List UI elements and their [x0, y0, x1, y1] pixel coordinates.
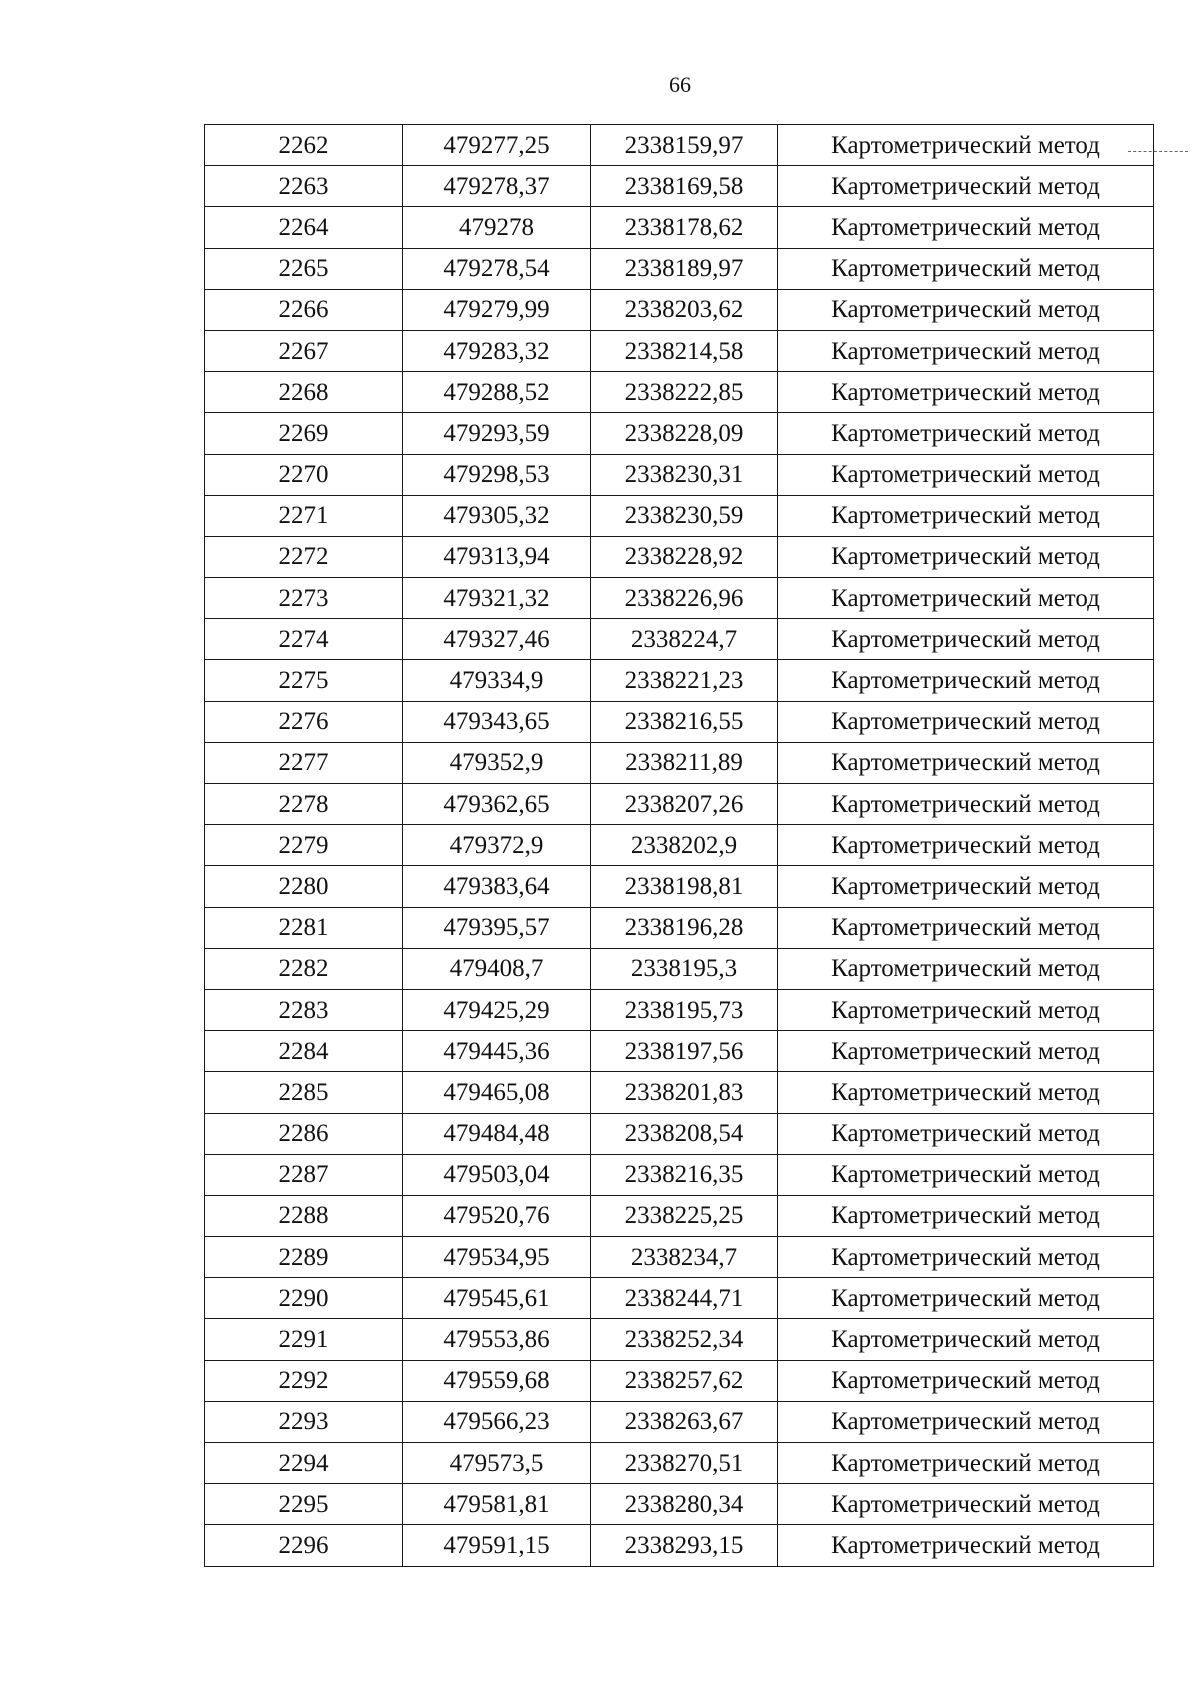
- y-coordinate-cell: 2338208,54: [591, 1113, 778, 1154]
- x-coordinate-cell: 479278: [403, 207, 591, 248]
- y-coordinate-cell: 2338216,35: [591, 1154, 778, 1195]
- x-coordinate-cell: 479278,37: [403, 166, 591, 207]
- table-row: [205, 1443, 1154, 1484]
- x-coordinate-cell: 479305,32: [403, 495, 591, 536]
- x-coordinate-cell: 479293,59: [403, 413, 591, 454]
- y-coordinate-cell: 2338159,97: [591, 125, 778, 166]
- point-number-cell: 2288: [205, 1195, 403, 1236]
- method-cell: Картометрический метод: [778, 1113, 1154, 1154]
- x-coordinate-cell: 479313,94: [403, 536, 591, 577]
- x-coordinate-cell: 479362,65: [403, 784, 591, 825]
- table-row: [205, 619, 1154, 660]
- table-row: [205, 454, 1154, 495]
- table-row: [205, 166, 1154, 207]
- x-coordinate-cell: 479321,32: [403, 578, 591, 619]
- x-coordinate-cell: 479534,95: [403, 1237, 591, 1278]
- table-row: [205, 330, 1154, 371]
- x-coordinate-cell: 479545,61: [403, 1278, 591, 1319]
- coordinates-table-body: [205, 125, 1154, 1567]
- method-cell: Картометрический метод: [778, 413, 1154, 454]
- y-coordinate-cell: 2338169,58: [591, 166, 778, 207]
- y-coordinate-cell: 2338178,62: [591, 207, 778, 248]
- point-number-cell: 2293: [205, 1401, 403, 1442]
- point-number-cell: 2291: [205, 1319, 403, 1360]
- point-number-cell: 2290: [205, 1278, 403, 1319]
- table-row: [205, 289, 1154, 330]
- point-number-cell: 2284: [205, 1031, 403, 1072]
- y-coordinate-cell: 2338280,34: [591, 1484, 778, 1525]
- method-cell: Картометрический метод: [778, 1237, 1154, 1278]
- x-coordinate-cell: 479465,08: [403, 1072, 591, 1113]
- table-row: [205, 125, 1154, 166]
- y-coordinate-cell: 2338196,28: [591, 907, 778, 948]
- x-coordinate-cell: 479298,53: [403, 454, 591, 495]
- point-number-cell: 2268: [205, 372, 403, 413]
- table-row: [205, 784, 1154, 825]
- y-coordinate-cell: 2338228,92: [591, 536, 778, 577]
- x-coordinate-cell: 479334,9: [403, 660, 591, 701]
- point-number-cell: 2295: [205, 1484, 403, 1525]
- method-cell: Картометрический метод: [778, 248, 1154, 289]
- x-coordinate-cell: 479352,9: [403, 742, 591, 783]
- method-cell: Картометрический метод: [778, 1195, 1154, 1236]
- method-cell: Картометрический метод: [778, 1154, 1154, 1195]
- table-row: [205, 742, 1154, 783]
- method-cell: Картометрический метод: [778, 660, 1154, 701]
- table-row: [205, 1525, 1154, 1566]
- y-coordinate-cell: 2338195,73: [591, 989, 778, 1030]
- method-cell: Картометрический метод: [778, 166, 1154, 207]
- x-coordinate-cell: 479288,52: [403, 372, 591, 413]
- x-coordinate-cell: 479445,36: [403, 1031, 591, 1072]
- x-coordinate-cell: 479520,76: [403, 1195, 591, 1236]
- method-cell: Картометрический метод: [778, 1525, 1154, 1566]
- table-row: [205, 1319, 1154, 1360]
- table-row: [205, 660, 1154, 701]
- table-row: [205, 1072, 1154, 1113]
- table-row: [205, 1031, 1154, 1072]
- point-number-cell: 2278: [205, 784, 403, 825]
- x-coordinate-cell: 479581,81: [403, 1484, 591, 1525]
- y-coordinate-cell: 2338214,58: [591, 330, 778, 371]
- point-number-cell: 2267: [205, 330, 403, 371]
- point-number-cell: 2270: [205, 454, 403, 495]
- y-coordinate-cell: 2338207,26: [591, 784, 778, 825]
- method-cell: Картометрический метод: [778, 907, 1154, 948]
- point-number-cell: 2276: [205, 701, 403, 742]
- table-row: [205, 207, 1154, 248]
- x-coordinate-cell: 479566,23: [403, 1401, 591, 1442]
- point-number-cell: 2269: [205, 413, 403, 454]
- table-row: [205, 825, 1154, 866]
- point-number-cell: 2273: [205, 578, 403, 619]
- y-coordinate-cell: 2338195,3: [591, 948, 778, 989]
- y-coordinate-cell: 2338244,71: [591, 1278, 778, 1319]
- x-coordinate-cell: 479591,15: [403, 1525, 591, 1566]
- method-cell: Картометрический метод: [778, 701, 1154, 742]
- table-row: [205, 536, 1154, 577]
- table-row: [205, 1237, 1154, 1278]
- table-row: [205, 701, 1154, 742]
- table-row: [205, 989, 1154, 1030]
- point-number-cell: 2263: [205, 166, 403, 207]
- point-number-cell: 2277: [205, 742, 403, 783]
- y-coordinate-cell: 2338293,15: [591, 1525, 778, 1566]
- x-coordinate-cell: 479553,86: [403, 1319, 591, 1360]
- point-number-cell: 2275: [205, 660, 403, 701]
- point-number-cell: 2289: [205, 1237, 403, 1278]
- point-number-cell: 2271: [205, 495, 403, 536]
- y-coordinate-cell: 2338263,67: [591, 1401, 778, 1442]
- method-cell: Картометрический метод: [778, 454, 1154, 495]
- x-coordinate-cell: 479573,5: [403, 1443, 591, 1484]
- y-coordinate-cell: 2338252,34: [591, 1319, 778, 1360]
- method-cell: Картометрический метод: [778, 125, 1154, 166]
- table-row: [205, 907, 1154, 948]
- method-cell: Картометрический метод: [778, 330, 1154, 371]
- x-coordinate-cell: 479278,54: [403, 248, 591, 289]
- point-number-cell: 2294: [205, 1443, 403, 1484]
- method-cell: Картометрический метод: [778, 784, 1154, 825]
- coordinates-table: [204, 124, 1154, 1567]
- x-coordinate-cell: 479327,46: [403, 619, 591, 660]
- y-coordinate-cell: 2338198,81: [591, 866, 778, 907]
- point-number-cell: 2264: [205, 207, 403, 248]
- table-row: [205, 866, 1154, 907]
- x-coordinate-cell: 479484,48: [403, 1113, 591, 1154]
- point-number-cell: 2281: [205, 907, 403, 948]
- point-number-cell: 2265: [205, 248, 403, 289]
- method-cell: Картометрический метод: [778, 372, 1154, 413]
- point-number-cell: 2292: [205, 1360, 403, 1401]
- point-number-cell: 2283: [205, 989, 403, 1030]
- table-row: [205, 1360, 1154, 1401]
- method-cell: Картометрический метод: [778, 742, 1154, 783]
- table-row: [205, 372, 1154, 413]
- method-cell: Картометрический метод: [778, 536, 1154, 577]
- y-coordinate-cell: 2338226,96: [591, 578, 778, 619]
- method-cell: Картометрический метод: [778, 1031, 1154, 1072]
- method-cell: Картометрический метод: [778, 495, 1154, 536]
- y-coordinate-cell: 2338230,31: [591, 454, 778, 495]
- y-coordinate-cell: 2338216,55: [591, 701, 778, 742]
- method-cell: Картометрический метод: [778, 1319, 1154, 1360]
- y-coordinate-cell: 2338257,62: [591, 1360, 778, 1401]
- y-coordinate-cell: 2338211,89: [591, 742, 778, 783]
- method-cell: Картометрический метод: [778, 1443, 1154, 1484]
- y-coordinate-cell: 2338228,09: [591, 413, 778, 454]
- y-coordinate-cell: 2338202,9: [591, 825, 778, 866]
- y-coordinate-cell: 2338189,97: [591, 248, 778, 289]
- x-coordinate-cell: 479279,99: [403, 289, 591, 330]
- y-coordinate-cell: 2338197,56: [591, 1031, 778, 1072]
- x-coordinate-cell: 479503,04: [403, 1154, 591, 1195]
- table-row: [205, 1401, 1154, 1442]
- table-row: [205, 1113, 1154, 1154]
- table-row: [205, 1154, 1154, 1195]
- method-cell: Картометрический метод: [778, 825, 1154, 866]
- point-number-cell: 2272: [205, 536, 403, 577]
- point-number-cell: 2286: [205, 1113, 403, 1154]
- method-cell: Картометрический метод: [778, 989, 1154, 1030]
- x-coordinate-cell: 479425,29: [403, 989, 591, 1030]
- x-coordinate-cell: 479372,9: [403, 825, 591, 866]
- page-number: 66: [669, 72, 691, 97]
- method-cell: Картометрический метод: [778, 1484, 1154, 1525]
- point-number-cell: 2285: [205, 1072, 403, 1113]
- method-cell: Картометрический метод: [778, 1360, 1154, 1401]
- method-cell: Картометрический метод: [778, 1401, 1154, 1442]
- table-row: [205, 1278, 1154, 1319]
- point-number-cell: 2296: [205, 1525, 403, 1566]
- y-coordinate-cell: 2338224,7: [591, 619, 778, 660]
- method-cell: Картометрический метод: [778, 207, 1154, 248]
- method-cell: Картометрический метод: [778, 619, 1154, 660]
- x-coordinate-cell: 479277,25: [403, 125, 591, 166]
- y-coordinate-cell: 2338221,23: [591, 660, 778, 701]
- y-coordinate-cell: 2338225,25: [591, 1195, 778, 1236]
- y-coordinate-cell: 2338230,59: [591, 495, 778, 536]
- table-row: [205, 1484, 1154, 1525]
- point-number-cell: 2266: [205, 289, 403, 330]
- point-number-cell: 2287: [205, 1154, 403, 1195]
- point-number-cell: 2282: [205, 948, 403, 989]
- x-coordinate-cell: 479283,32: [403, 330, 591, 371]
- x-coordinate-cell: 479343,65: [403, 701, 591, 742]
- table-row: [205, 948, 1154, 989]
- x-coordinate-cell: 479408,7: [403, 948, 591, 989]
- method-cell: Картометрический метод: [778, 289, 1154, 330]
- table-row: [205, 578, 1154, 619]
- y-coordinate-cell: 2338222,85: [591, 372, 778, 413]
- y-coordinate-cell: 2338201,83: [591, 1072, 778, 1113]
- point-number-cell: 2274: [205, 619, 403, 660]
- y-coordinate-cell: 2338270,51: [591, 1443, 778, 1484]
- point-number-cell: 2280: [205, 866, 403, 907]
- method-cell: Картометрический метод: [778, 866, 1154, 907]
- table-row: [205, 248, 1154, 289]
- method-cell: Картометрический метод: [778, 578, 1154, 619]
- method-cell: Картометрический метод: [778, 1072, 1154, 1113]
- point-number-cell: 2279: [205, 825, 403, 866]
- method-cell: Картометрический метод: [778, 1278, 1154, 1319]
- x-coordinate-cell: 479383,64: [403, 866, 591, 907]
- table-row: [205, 413, 1154, 454]
- table-row: [205, 1195, 1154, 1236]
- y-coordinate-cell: 2338234,7: [591, 1237, 778, 1278]
- table-row: [205, 495, 1154, 536]
- y-coordinate-cell: 2338203,62: [591, 289, 778, 330]
- x-coordinate-cell: 479559,68: [403, 1360, 591, 1401]
- point-number-cell: 2262: [205, 125, 403, 166]
- x-coordinate-cell: 479395,57: [403, 907, 591, 948]
- method-cell: Картометрический метод: [778, 948, 1154, 989]
